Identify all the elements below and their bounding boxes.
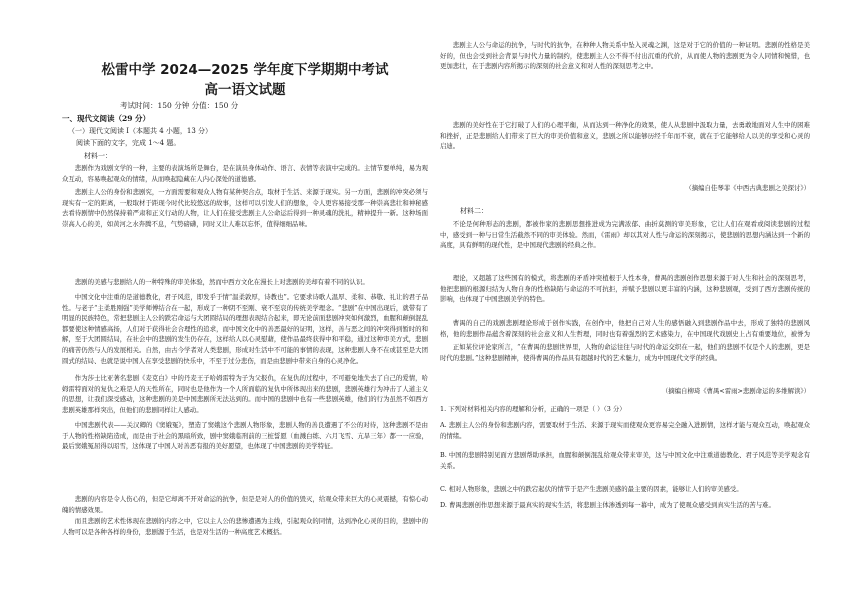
left-paragraph: 悲剧的美感与悲剧给人的一种特殊的审美体验，然而中西方文化在漫长上对悲剧的美却有着不同的认识。: [74, 278, 369, 286]
left-paragraph: 悲剧的内容是令人伤心的，但是它却离不开对命运的抗争，但是是对人的价值的毁灭，给观众带来巨大的心灵震撼，有惊心动魄的情感效果。: [62, 495, 428, 514]
left-paragraph: 而且悲剧的艺术性体现在悲剧的内容之中，它以主人公的悲惨遭遇为主线，引起观众的同情，达到净化心灵的目的，悲剧中的人物可以是各种各样的身份，悲剧源于生活，也是对生活的一种高度艺术概括。: [62, 517, 428, 536]
option-b[interactable]: B. 中国的悲剧特别见面方悲剧帮助承担，血腥和颠倒混乱给观众带来审美，这与中国文化中注重道德教化、君子风范等美学观念有关系。: [440, 451, 810, 470]
exam-meta: 考试时间：150 分钟 分值：150 分: [120, 101, 239, 110]
right-paragraph: 理论，又超越了这些国有的模式，将悲剧的矛盾冲突植根于人性本身，曹禺的悲剧创作思想来源于对人生和社会的深刻思考，他把悲剧的根源归结为人物自身的性格缺陷与命运的不可抗拒，并赋予悲剧以更丰富的内涵，这种悲剧观，受到了西方悲剧传统的影响，也体现了中国悲剧美学的特色。: [440, 274, 810, 304]
sub-heading: （一）现代文阅读 I（本题共 4 小题，13 分）: [68, 127, 213, 135]
exam-subtitle: 高一语文试题: [204, 82, 286, 98]
right-paragraph: 曹禺的自己的戏剧悲剧理论形成于创作实践，在创作中，他把自己对人生的感悟融入到悲剧作品中去，形成了独特的悲剧风格，他的悲剧作品蕴含着深刻的社会意义和人生哲理，同时也有着强烈的艺术感染力，在中国现代戏剧史上占有重要地位，被誉为: [440, 319, 810, 338]
source-citation-2: （摘编自柳琦《曹禺<雷雨>悲剧命运的多维解读》）: [661, 387, 810, 395]
left-paragraph: 作为莎士比亚著名悲剧《麦克白》中的丹麦王子哈姆雷特为子为父报仇，在复仇的过程中，不可避免地失去了自己的爱情，哈姆雷特面对的复仇之难是人的天性所在，同时也是他作为一个人所面临的复仇中所体现出来的悲剧，悲剧英雄行为冲击了人道主义的思想，让我们深受感动，这种悲剧的美是中国悲剧所无法达到的。而中国的悲剧中也有一些悲剧英雄，他们的行为虽然不如西方悲剧英雄那样突出，但他们的悲剧同样让人感动。: [62, 374, 428, 414]
right-paragraph: 正如某位评论家所言，“在曹禺的悲剧世界里，人物的命运往往与时代的命运交织在一起，他们的悲剧不仅是个人的悲剧，更是时代的悲剧。”这种悲剧精神，使得曹禺的作品具有超越时代的艺术魅力，成为中国现代文学的经典。: [440, 343, 810, 362]
left-paragraph: 中国悲剧代表——关汉卿的《窦娥冤》，塑造了窦娥这个悲剧人物形象，悲剧人物的善良遭遇了不公的对待，这种悲剧不是由于人物的性格缺陷造成，而是由于社会的黑暗所致，剧中窦娥临刑前的三桩誓愿（血溅白练、六月飞雪、亢旱三年）都一一应验，最后窦娥冤屈得以昭雪，这体现了中国人对善恶有报的美好愿望，也体现了中国悲剧的美学特征。: [62, 421, 428, 451]
material2-label: 材料二：: [460, 207, 488, 215]
option-a[interactable]: A. 悲剧主人公的身份和悲剧内容，需要取材于生活、来源于现实而使观众更容易完全融入进剧情，这样才能与观众互动，唤起观众的情绪。: [440, 421, 810, 440]
question-1: 1. 下列对材料相关内容的理解和分析，正确的一项是（ ）（3 分）: [440, 405, 626, 413]
instruction: 阅读下面的文字，完成 1～4 题。: [76, 139, 181, 147]
left-paragraph: 悲剧作为戏剧文学的一种，主要的表演场所是舞台，是在演员身体动作、语言、表情等表演中完成的。主情节要单纯，易为观众互动，容易唤起观众的情绪，从而唤起隐藏在人内心深处的道德感。: [62, 164, 428, 183]
option-c[interactable]: C. 相对人物形象，悲剧之中的跌宕起伏的情节于是产生悲剧美感的最主要的因素，能够让人们的审美感受。: [440, 485, 743, 493]
left-paragraph: 中国文化中注重的是道德教化，君子风范，即发乎于情“温柔敦厚，诗教也”。它要求诗歌人温厚、柔和、恭敬、礼让的君子品性。与老子“主柔胜刚强”美学师傅结合在一起，形成了一种阴不至刚、衰不至哀的传统美学理念。“悲剧”在中国出现后，就带有了明显的民族特色，常把悲剧主人公的跌宕命运与大团圆结局的理想表现结合起来，即无论前面悲剧冲突如何激烈，血腥和颠倒混乱都要使这种情感高扬，人们对于获得社会合理性的追求，而中国文化中的善恶最好的证明，这样，善与恶之间的冲突得到暂时的和解，至于大团圆结局，在社会中的悲剧的发生仍存在，这样给人以心灵慰藉，使作品最终获得中和平稳，通过这种审美方式，悲剧的痛苦仍然与人的发展相关。自然，由古今学者对人类悲剧，形成对生活中不可能的事情的表现，这种悲剧人身不在或甚至是大团圆式的结局、也就是说中国人在享受悲剧的快乐中，不至于过分悲伤，而是由悲剧中带来自身的心灵净化。: [62, 293, 428, 365]
exam-title: 松雷中学 2024—2025 学年度下学期期中考试: [101, 62, 389, 78]
section-heading: 一、现代文阅读（29 分）: [62, 114, 151, 123]
right-paragraph: 悲剧的美好性在于它打破了人们的心理平衡，从而达到一种净化的效果，使人从悲剧中汲取力量，去勇敢地面对人生中的困难和挫折，正是悲剧给人们带来了巨大的审美价值和意义，悲剧之所以能够历经千年而不衰，就在于它能够给人以美的享受和心灵的启迪。: [440, 121, 810, 151]
right-paragraph: 不论是何种形态的悲剧，都被作家的悲剧思想推进成为完满浓郁、曲折莫测的审美形象，它让人们在观看或阅读悲剧的过程中，感受到一种与日常生活截然不同的审美体验。然而，《雷雨》却以其对人性与命运的深刻揭示，使悲剧的思想内涵达到一个新的高度，具有鲜明的现代性，是中国现代悲剧的经典之作。: [440, 220, 810, 250]
material1-label: 材料一：: [84, 152, 112, 160]
left-paragraph: 悲剧主人公的身份和悲剧究，一方面需要和观众人物有某种契合点，取材于生活、来源于现实。另一方面，悲剧的冲突必须与现实有一定的距离，一般取材于距现今时代比较悠远的故事，这样可以引发人们的想象，令人更容易接受那一种崇高悲壮和神秘感去看待剧情中仍然保持着严肃和正义行动的人物，让人们在接受悲剧主人公命运后得到一种灵魂的洗礼，精神提升一新。这种场面崇高人心的美，如黄河之水奔腾不息，气势磅礴，同时又让人难以忘怀，值得细细品味。: [62, 188, 428, 228]
right-paragraph: 悲剧主人公与命运的抗争，与时代的抗争，在种种人物关系中坠入灵魂之渊，这是对于它的价值的一种证明。悲剧的性格是美好的，但也会受到社会背景与时代力量的制约，使悲剧主人公不得不付出沉重的代价，从而使人物的悲剧更为令人同情和惋惜，也更加悲壮，在于悲剧内容所揭示的深刻的社会意义和对人性的深刻思考之中。: [440, 41, 810, 71]
option-d[interactable]: D. 曹禺悲剧创作思想来源于最真实的现实生活，将悲剧主体渗透到每一幕中，成为了使观众感受到真实生活的苦与难。: [440, 501, 775, 509]
source-citation-1: （摘编自佳琴菲《中西古典悲剧之美探讨》）: [685, 184, 810, 192]
